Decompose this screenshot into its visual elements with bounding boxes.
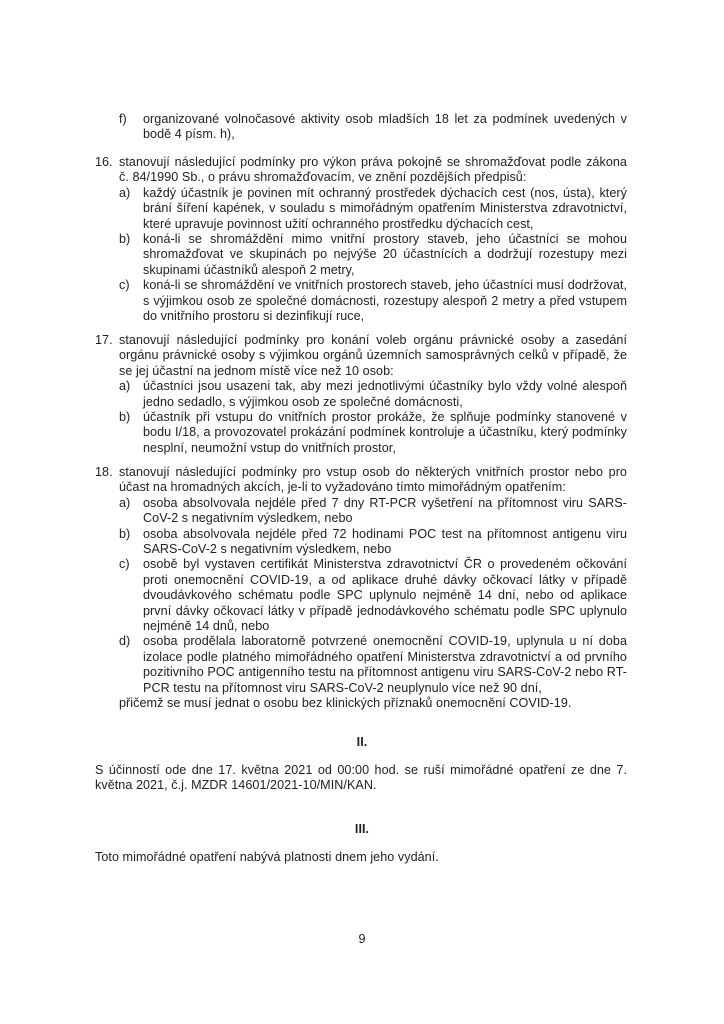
sub-item-mark: c) [119, 557, 130, 572]
sub-item-b [119, 527, 627, 558]
sub-item-mark: f) [119, 112, 127, 126]
list-item-16 [95, 155, 627, 324]
sub-item-mark: b) [119, 526, 131, 541]
sub-item-mark: c) [119, 278, 130, 293]
sub-item-d [119, 634, 627, 696]
sub-item-mark: b) [119, 410, 131, 425]
item-trailing-text: přičemž se musí jednat o osobu bez klinických příznaků onemocnění COVID-19. [119, 696, 572, 711]
list-item-18 [95, 465, 627, 712]
item-lead-text: stanovují následující podmínky pro výkon práva pokojně se shromažďovat podle zákona č. 84/1990 Sb., o právu shromažďovacím, ve znění pozdějších předpisů: [119, 155, 627, 185]
sub-item-mark: a) [119, 379, 131, 394]
sub-item-mark: a) [119, 495, 131, 510]
sub-item [119, 112, 627, 143]
sub-item-text: osoba absolvovala nejdéle před 72 hodinami POC test na přítomnost antigenu viru SARS-CoV-2 s negativním výsledkem, nebo [143, 526, 627, 557]
sub-item-text: účastníci jsou usazeni tak, aby mezi jednotlivými účastníky bylo vždy volné alespoň jedno sedadlo, s výjimkou osob ze společné domácnosti, [143, 379, 627, 409]
sub-item-text: osoba prodělala laboratorně potvrzené onemocnění COVID-19, uplynula u ní doba izolace podle platného mimořádného opatření Ministerstva zdravotnictví a od prvního pozitivního POC antigenního testu na přítomnost antigenu viru SARS-CoV-2 nebo RT-PCR testu na přítomnost viru SARS-CoV-2 neuplynulo více než 90 dní, [143, 634, 627, 695]
sub-item-c [119, 278, 627, 324]
sub-item-b [119, 410, 627, 456]
list-item-f [95, 112, 627, 143]
sub-item-text: každý účastník je povinen mít ochranný prostředek dýchacích cest (nos, ústa), který brání šíření kapének, v souladu s mimořádným opatřením Ministerstva zdravotnictví, které upravuje povinnost užití ochranného prostředku dýchacích cest, [143, 185, 627, 231]
list-item-17 [95, 333, 627, 456]
sub-item-c [119, 557, 627, 634]
sub-item-text: koná-li se shromáždění mimo vnitřní prostory staveb, jeho účastníci se mohou shromažďovat ve skupinách po nejvýše 20 účastnících a dodržují rozestupy mezi skupinami účastníků alespoň 2 metry, [143, 232, 627, 277]
sub-item-text: koná-li se shromáždění ve vnitřních prostorech staveb, jeho účastníci musí dodržovat, s výjimkou osob ze společné domácnosti, rozestupy alespoň 2 metry a před vstupem do vnitřního prostoru si dezinfikují ruce, [143, 278, 627, 324]
section-heading-iii: III. [354, 822, 370, 836]
section-iii-paragraph: Toto mimořádné opatření nabývá platnosti dnem jeho vydání. [95, 850, 439, 864]
sub-item-text: osoba absolvovala nejdéle před 7 dny RT-PCR vyšetření na přítomnost viru SARS-CoV-2 s negativním výsledkem, nebo [143, 495, 627, 526]
sub-item-mark: b) [119, 232, 131, 247]
sub-item-mark: d) [119, 634, 131, 649]
sub-item-text: organizované volnočasové aktivity osob mladších 18 let za podmínek uvedených v bodě 4 písm. h), [143, 112, 627, 142]
item-number: 16. [95, 155, 113, 169]
section-heading-ii: II. [356, 735, 368, 749]
sub-item-b [119, 232, 627, 278]
sub-item-mark: a) [119, 185, 131, 200]
item-number: 18. [95, 465, 113, 479]
item-lead-text: stanovují následující podmínky pro konání voleb orgánu právnické osoby a zasedání orgánu právnické osoby s výjimkou orgánů územních samosprávných celků v případě, že se jej účastní na jednom místě více než 10 osob: [119, 333, 627, 378]
item-lead-text: stanovují následující podmínky pro vstup osob do některých vnitřních prostor nebo pro účast na hromadných akcích, je-li to vyžadováno tímto mimořádným opatřením: [119, 465, 627, 495]
sub-item-text: osobě byl vystaven certifikát Ministerstva zdravotnictví ČR o provedeném očkování proti onemocnění COVID-19, a od aplikace druhé dávky očkovací látky v případě dvoudávkového schématu podle SPC uplynulo nejméně 14 dní, nebo od aplikace první dávky očkovací látky v případě jednodávkového schématu podle SPC uplynulo nejméně 14 dnů, nebo [143, 557, 627, 634]
sub-item-a [119, 496, 627, 527]
item-number: 17. [95, 333, 113, 347]
sub-item-a [119, 186, 627, 232]
section-ii-paragraph: S účinností ode dne 17. května 2021 od 00:00 hod. se ruší mimořádné opatření ze dne 7. května 2021, č.j. MZDR 14601/2021-10/MIN/KAN. [95, 763, 627, 793]
sub-item-text: účastník při vstupu do vnitřních prostor prokáže, že splňuje podmínky stanovené v bodu I/18, a provozovatel prokázání podmínek kontroluje a účastníku, který podmínky nesplní, neumožní vstup do vnitřních prostor, [143, 410, 627, 455]
page-number: 9 [358, 932, 366, 946]
sub-item-a [119, 379, 627, 410]
